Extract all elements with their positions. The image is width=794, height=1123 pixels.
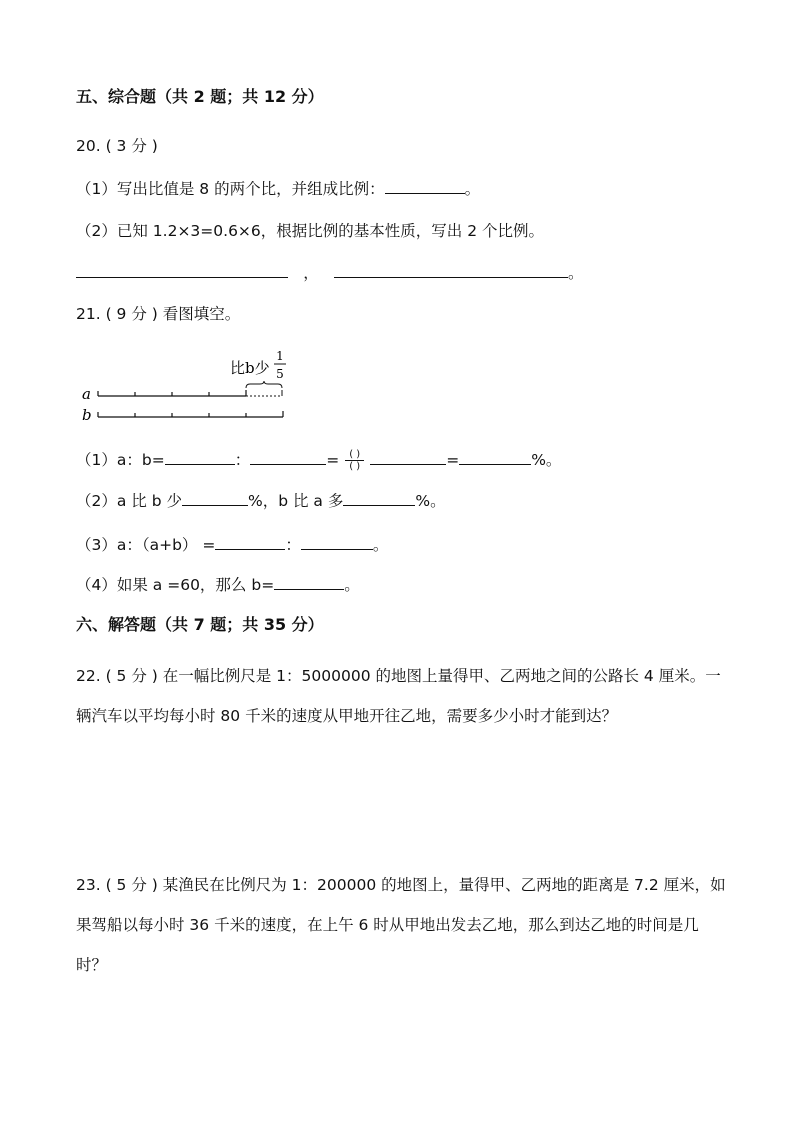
answer-blank[interactable] [343, 490, 415, 506]
answer-blank[interactable] [459, 449, 531, 465]
q21-part1-text: （1）a：b= [76, 451, 165, 469]
q20-part2-answers [76, 262, 584, 284]
answer-blank[interactable] [385, 178, 465, 194]
q21-part4 [76, 574, 360, 596]
frac-bottom: ( ) [349, 461, 361, 472]
q21-part3-a: （3）a：（a+b） = [76, 536, 216, 554]
brace-frac-den: 5 [276, 367, 284, 381]
frac-top: ( ) [345, 449, 364, 461]
q21-part2-a: （2）a 比 b 少 [76, 492, 182, 510]
q21-part2-b: %，b 比 a 多 [247, 492, 344, 510]
answer-blank[interactable] [76, 262, 288, 278]
q21-colon: ： [234, 451, 251, 469]
answer-blank[interactable] [370, 449, 446, 465]
q20-part2-end: 。 [568, 264, 584, 282]
q21-part1 [76, 449, 561, 472]
section-title-5: 五、综合题（共 2 题；共 12 分） [76, 87, 324, 106]
q20-heading: 20. ( 3 分 ) [76, 137, 158, 155]
brace-frac-num: 1 [276, 349, 284, 363]
q21-part4-end: 。 [344, 576, 360, 594]
q21-part3-end: 。 [372, 536, 389, 554]
q21-part3-colon: ： [285, 536, 301, 554]
q21-eq: = [326, 451, 340, 469]
q20-part1-end: 。 [464, 180, 481, 198]
answer-blank[interactable] [250, 449, 326, 465]
q21-pct: %。 [531, 451, 562, 469]
segment-diagram [78, 344, 318, 424]
q21-eq2: = [446, 451, 460, 469]
label-a: a [82, 385, 91, 403]
q20-part1 [76, 178, 480, 200]
q21-part2-c: %。 [415, 492, 446, 510]
answer-blank[interactable] [182, 490, 248, 506]
answer-blank[interactable] [334, 262, 568, 278]
label-b: b [82, 406, 92, 424]
q20-sep: ， [303, 264, 319, 282]
fraction-blank[interactable] [345, 449, 364, 472]
q20-part2: （2）已知 1.2×3=0.6×6，根据比例的基本性质，写出 2 个比例。 [76, 222, 544, 240]
brace-label: 比b少 [230, 359, 270, 377]
q21-part3 [76, 534, 388, 556]
brace-shape [246, 381, 282, 388]
section-title-6: 六、解答题（共 7 题；共 35 分） [76, 615, 324, 634]
answer-blank[interactable] [215, 534, 285, 550]
q21-heading: 21. ( 9 分 ) 看图填空。 [76, 305, 241, 323]
q23-text: 23. ( 5 分 ) 某渔民在比例尺为 1：200000 的地图上，量得甲、乙两地的距离是 7.2 厘米，如果驾船以每小时 36 千米的速度，在上午 6 时从甲地出发去乙地，那么到达乙地的时间是几时？ [76, 876, 726, 974]
q21-part4-a: （4）如果 a =60，那么 b= [76, 576, 275, 594]
q22-text: 22. ( 5 分 ) 在一幅比例尺是 1：5000000 的地图上量得甲、乙两地之间的公路长 4 厘米。一辆汽车以平均每小时 80 千米的速度从甲地开往乙地，需要多少小时才能到达？ [76, 667, 721, 725]
q21-part2 [76, 490, 446, 512]
answer-blank[interactable] [301, 534, 373, 550]
answer-blank[interactable] [165, 449, 235, 465]
q20-part1-text: （1）写出比值是 8 的两个比，并组成比例： [76, 180, 385, 198]
answer-blank[interactable] [274, 574, 344, 590]
